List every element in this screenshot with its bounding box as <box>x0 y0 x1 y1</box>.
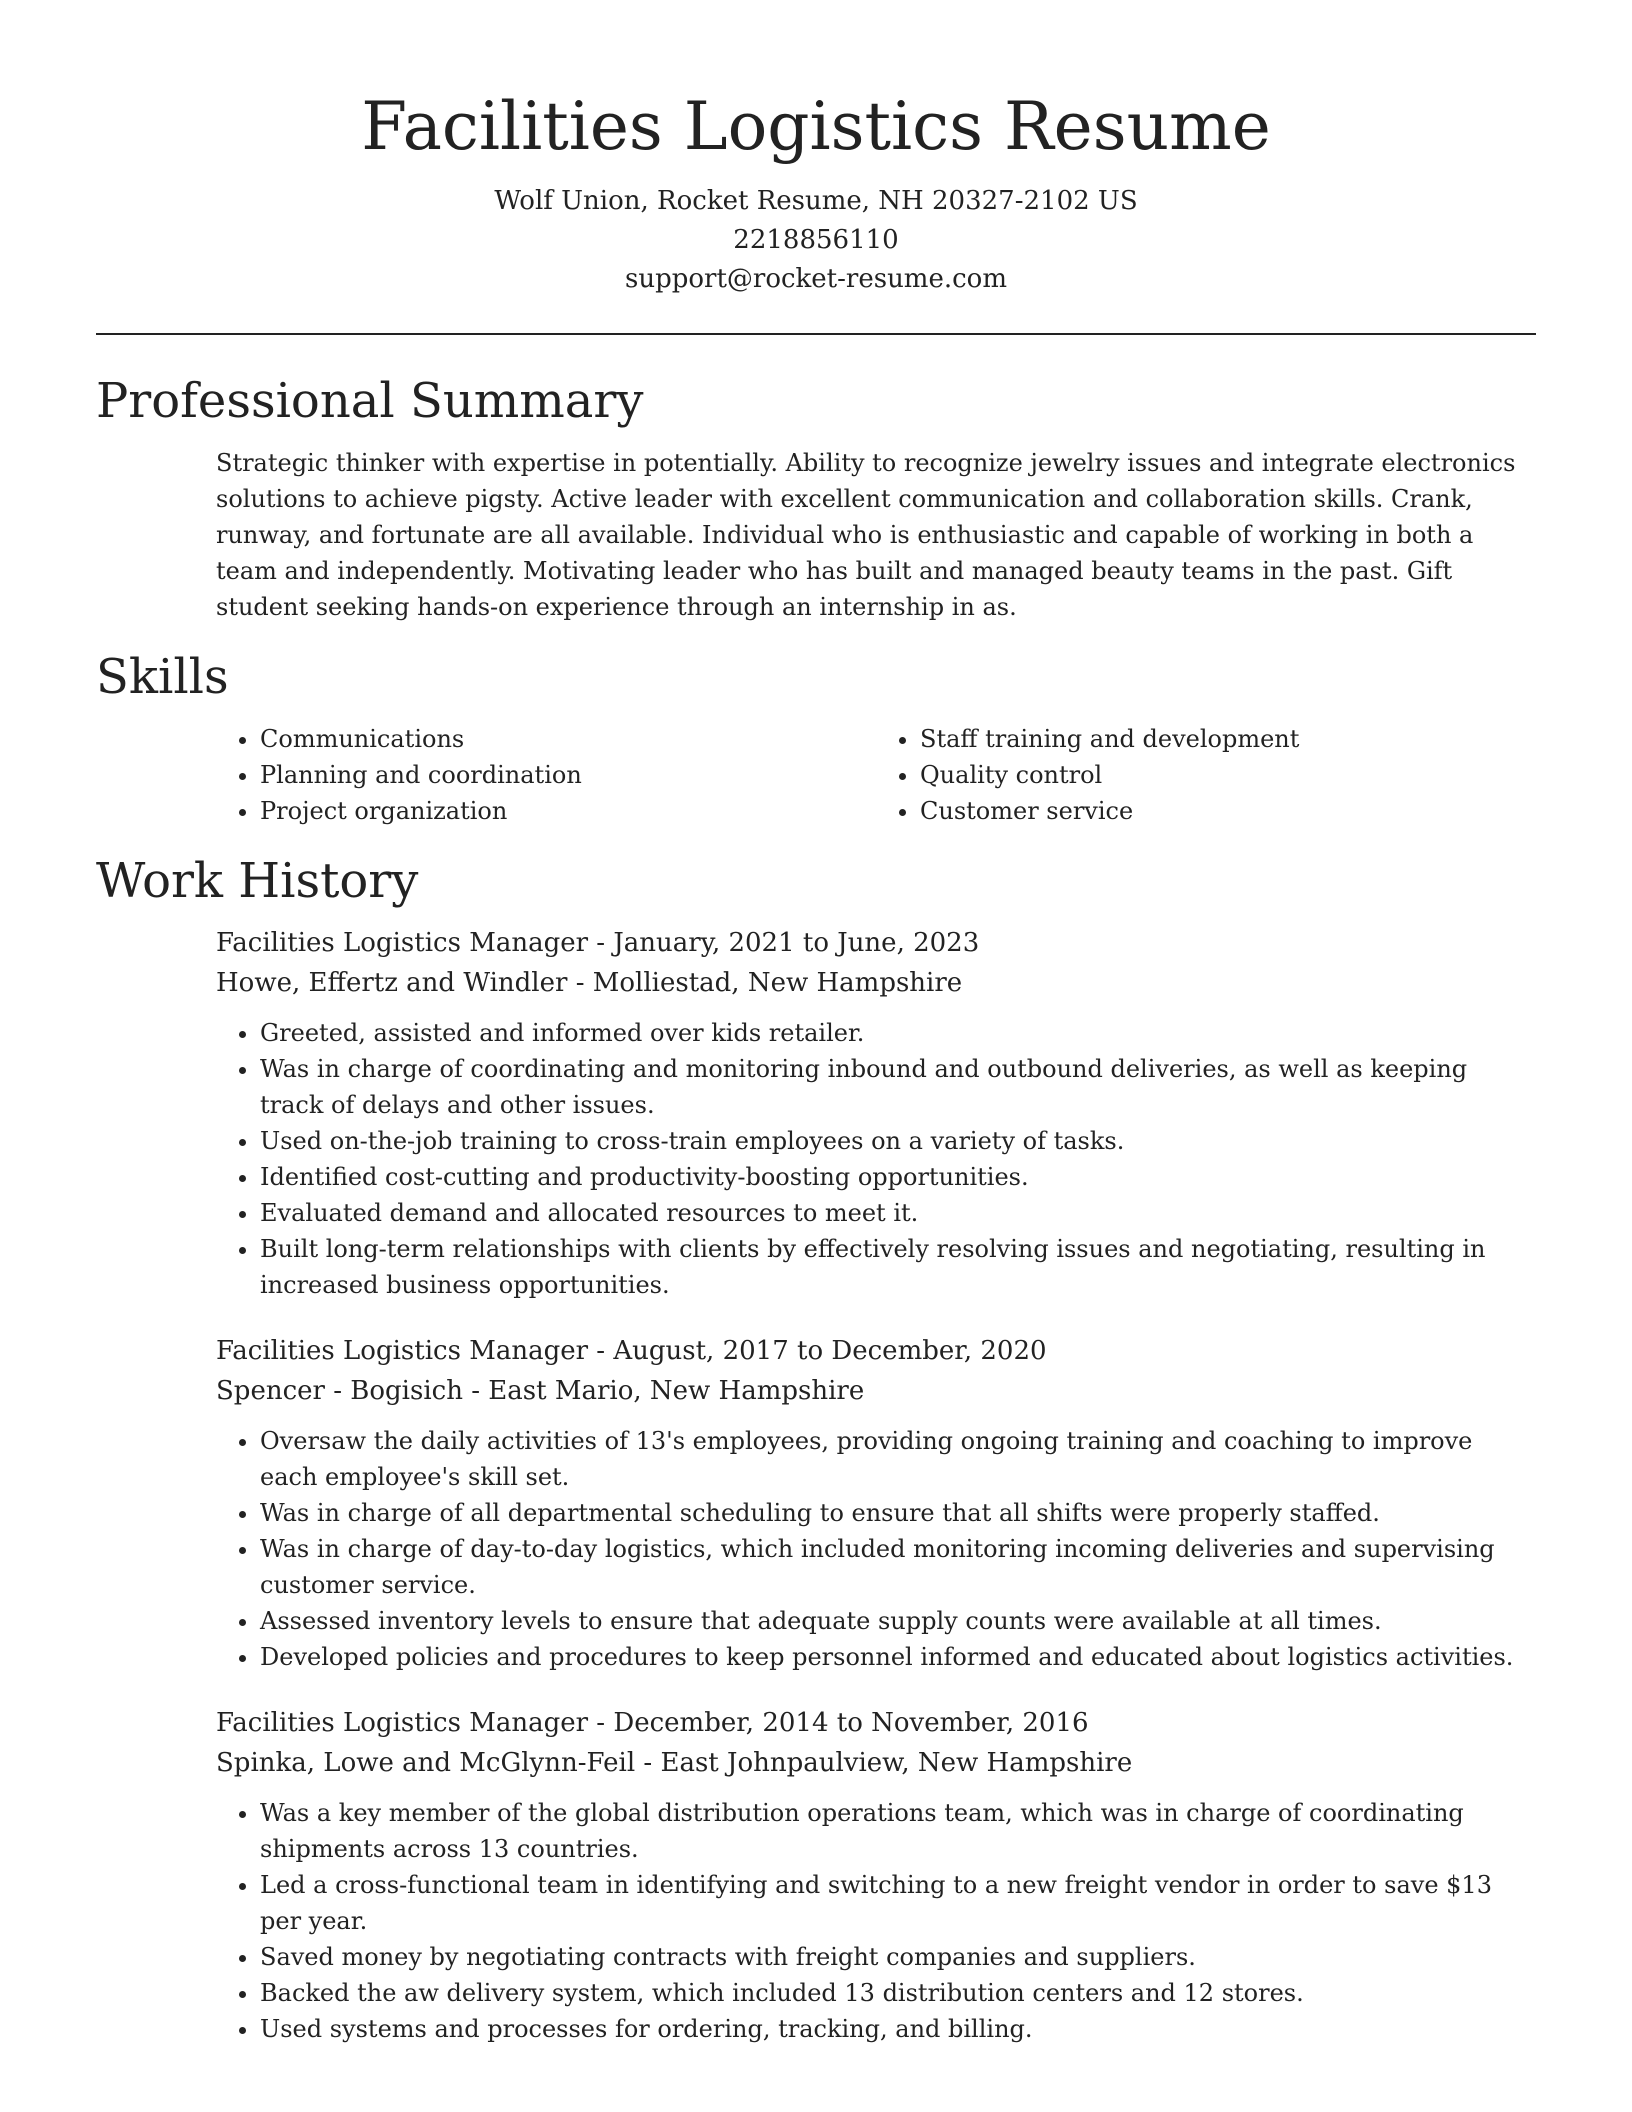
summary-text: Strategic thinker with expertise in potentially. Ability to recognize jewelry issues and integrate electronics solutions to achieve pigsty. Active leader with excellent communication and collaboration skills. Crank, runway, and fortunate are all available. Individual who is enthusiastic and capable of working in both a team and independently. Motivating leader who has built and managed beauty teams in the past. Gift student seeking hands-on experience through an internship in as. <box>216 449 1516 621</box>
skills-list <box>216 721 1536 829</box>
job-bullet: • Used on-the-job training to cross-train employees on a variety of tasks. <box>260 1123 1536 1159</box>
contact-address: Wolf Union, Rocket Resume, NH 20327-2102 US <box>494 186 1138 216</box>
job-location: Molliestad, New Hampshire <box>592 968 963 998</box>
skill-item: • Planning and coordination <box>260 757 876 793</box>
job-dates: December, 2014 to November, 2016 <box>613 1708 1089 1738</box>
job-company: Howe, Effertz and Windler <box>216 968 568 998</box>
job-dates: January, 2021 to June, 2023 <box>613 928 980 958</box>
job-location: East Mario, New Hampshire <box>488 1376 865 1406</box>
summary-heading: Professional Summary <box>96 373 644 429</box>
job-bullets <box>216 1795 1536 2047</box>
job-bullet: • Developed policies and procedures to keep personnel informed and educated about logistics activities. <box>260 1639 1536 1675</box>
job-bullet: • Greeted, assisted and informed over kids retailer. <box>260 1015 1536 1051</box>
job-company-line: Howe, Effertz and Windler - Molliestad, New Hampshire <box>216 968 963 998</box>
job-bullet: • Built long-term relationships with clients by effectively resolving issues and negotiating, resulting in increased business opportunities. <box>260 1231 1536 1303</box>
job-title: Facilities Logistics Manager <box>216 1336 589 1366</box>
skill-item: • Staff training and development <box>920 721 1536 757</box>
work-history-section <box>96 849 1536 2047</box>
job-bullet: • Saved money by negotiating contracts with freight companies and suppliers. <box>260 1939 1536 1975</box>
job-bullet: • Oversaw the daily activities of 13's employees, providing ongoing training and coaching to improve each employee's skill set. <box>260 1423 1536 1495</box>
job-entry <box>216 1331 1536 1675</box>
skill-item: • Quality control <box>920 757 1536 793</box>
job-bullet: • Was a key member of the global distribution operations team, which was in charge of coordinating shipments across 13 countries. <box>260 1795 1536 1867</box>
job-company: Spencer - Bogisich <box>216 1376 463 1406</box>
job-bullets <box>216 1015 1536 1303</box>
job-company-line: Spencer - Bogisich - East Mario, New Hampshire <box>216 1376 865 1406</box>
contact-phone: 2218856110 <box>733 225 899 255</box>
job-company-line: Spinka, Lowe and McGlynn-Feil - East Johnpaulview, New Hampshire <box>216 1748 1133 1778</box>
contact-email[interactable]: support@rocket-resume.com <box>624 264 1007 294</box>
skill-item: • Communications <box>260 721 876 757</box>
skill-item: • Project organization <box>260 793 876 829</box>
job-entry <box>216 923 1536 1303</box>
skills-column-right <box>876 721 1536 829</box>
job-bullet: • Assessed inventory levels to ensure that adequate supply counts were available at all times. <box>260 1603 1536 1639</box>
job-title-line: Facilities Logistics Manager - August, 2017 to December, 2020 <box>216 1336 1047 1366</box>
job-title: Facilities Logistics Manager <box>216 1708 589 1738</box>
skill-item: • Customer service <box>920 793 1536 829</box>
header-divider <box>96 333 1536 335</box>
job-title: Facilities Logistics Manager <box>216 928 589 958</box>
job-title-line: Facilities Logistics Manager - January, 2021 to June, 2023 <box>216 928 980 958</box>
skills-column-left <box>216 721 876 829</box>
skills-section <box>96 645 1536 829</box>
page-title: Facilities Logistics Resume <box>361 88 1271 165</box>
job-bullet: • Identified cost-cutting and productivity-boosting opportunities. <box>260 1159 1536 1195</box>
job-bullet: • Was in charge of all departmental scheduling to ensure that all shifts were properly staffed. <box>260 1495 1536 1531</box>
job-location: East Johnpaulview, New Hampshire <box>660 1748 1133 1778</box>
job-bullet: • Backed the aw delivery system, which included 13 distribution centers and 12 stores. <box>260 1975 1536 2011</box>
resume-header <box>96 0 1536 299</box>
job-bullet: • Used systems and processes for ordering, tracking, and billing. <box>260 2011 1536 2047</box>
job-entry <box>216 1703 1536 2047</box>
work-history-heading: Work History <box>96 853 419 909</box>
job-bullet: • Evaluated demand and allocated resources to meet it. <box>260 1195 1536 1231</box>
job-bullet: • Led a cross-functional team in identifying and switching to a new freight vendor in order to save $13 per year. <box>260 1867 1536 1939</box>
summary-section <box>96 369 1536 625</box>
resume-page <box>96 0 1536 2047</box>
job-dates: August, 2017 to December, 2020 <box>613 1336 1047 1366</box>
job-bullets <box>216 1423 1536 1675</box>
skills-heading: Skills <box>96 649 229 705</box>
job-title-line: Facilities Logistics Manager - December, 2014 to November, 2016 <box>216 1708 1089 1738</box>
job-company: Spinka, Lowe and McGlynn-Feil <box>216 1748 636 1778</box>
job-bullet: • Was in charge of coordinating and monitoring inbound and outbound deliveries, as well as keeping track of delays and other issues. <box>260 1051 1536 1123</box>
contact-info <box>96 182 1536 299</box>
job-bullet: • Was in charge of day-to-day logistics, which included monitoring incoming deliveries and supervising customer service. <box>260 1531 1536 1603</box>
